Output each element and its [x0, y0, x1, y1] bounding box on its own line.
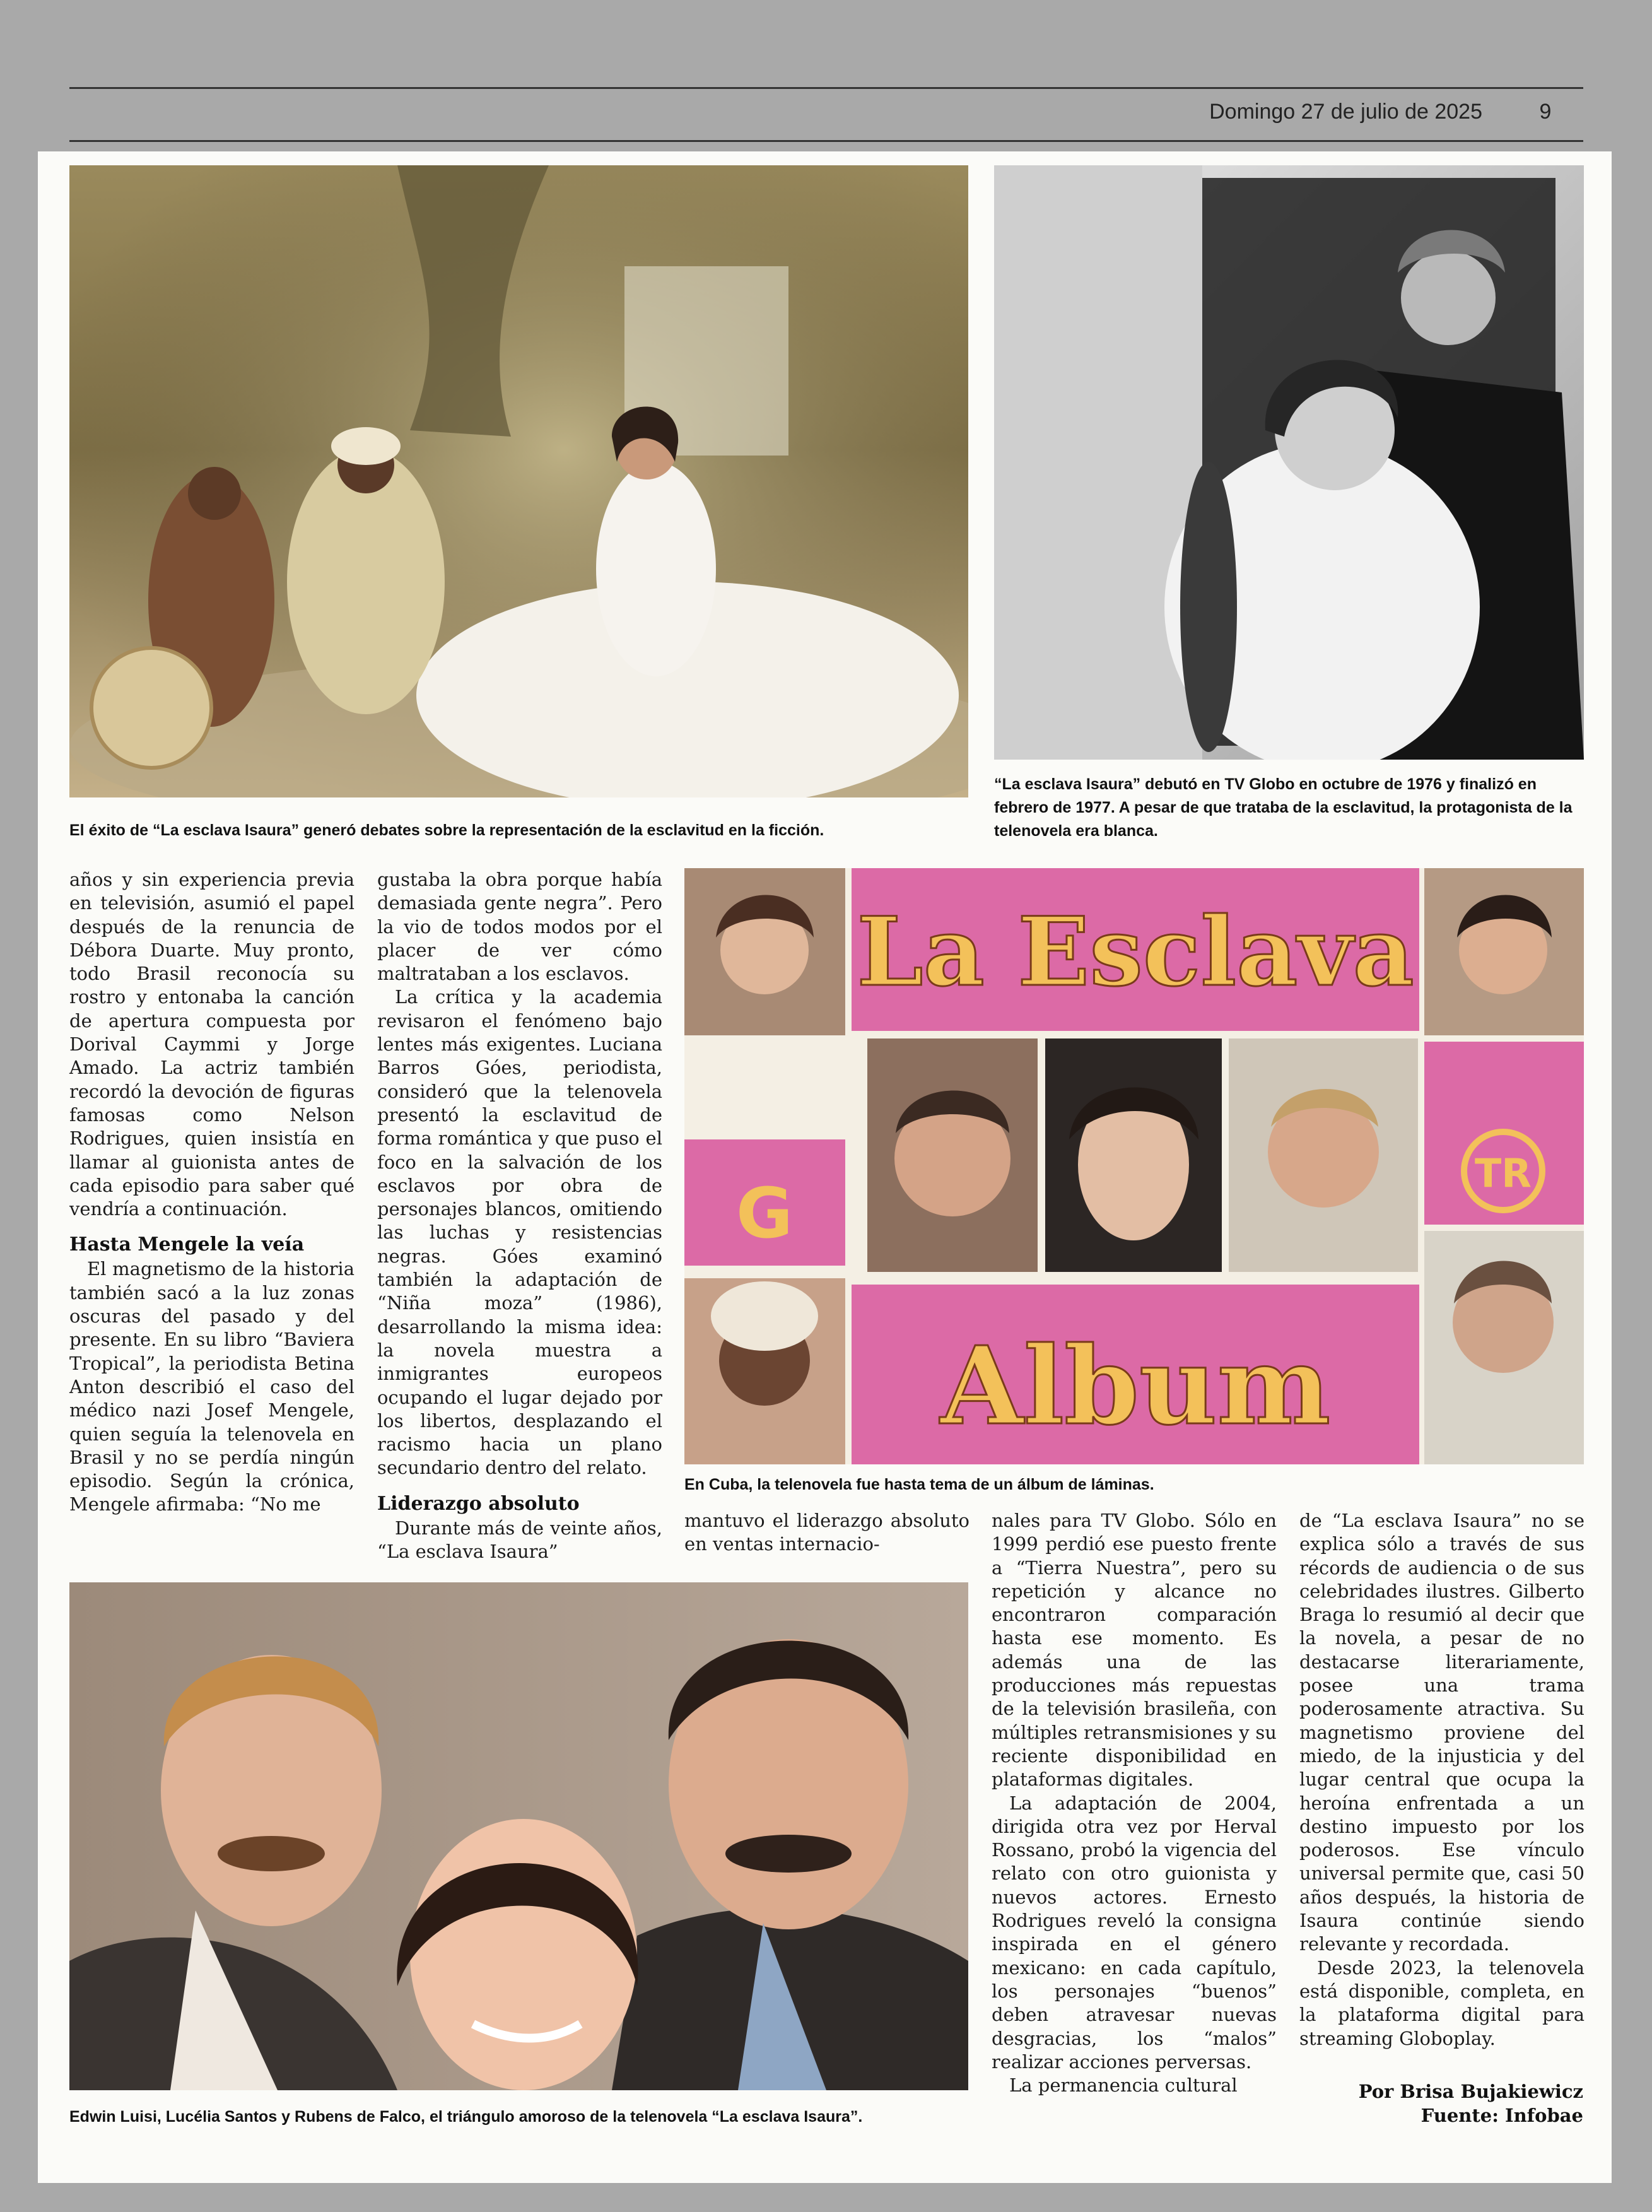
section-heading: Liderazgo absoluto: [377, 1492, 580, 1515]
article-paragraph: nales para TV Globo. Sólo en 1999 perdió ese puesto frente a “Tierra Nuestra”, pero su repetición y alcance no encontraron comparación hasta ese momento. Es además una de las producciones más repuestas de la televisión brasileña, con múltiples retransmisiones y su reciente disponibilidad en plataformas digitales.: [992, 1510, 1277, 1791]
bw-couple-photo: [994, 165, 1584, 760]
plantation-photo: [69, 165, 968, 797]
article-column-2: [377, 868, 662, 1563]
section-heading: Hasta Mengele la veía: [69, 1233, 305, 1256]
article-paragraph: de “La esclava Isaura” no se explica sólo a través de sus récords de audiencia o de sus celebridades ilustres. Gilberto Braga lo resumió al decir que la novela, a pesar de no destacarse literariamente, posee una trama poderosamente atractiva. Su magnetismo proviene del miedo, de la injusticia y del lugar central que ocupa la heroína enfrentada a un destino impuesto por los poderosos. Ese vínculo universal permite que, casi 50 años después, la historia de Isaura continúe siendo relevante y recordada.: [1299, 1510, 1585, 1955]
article-paragraph: gustaba la obra porque había demasiada gente negra”. Pero la vio de todos modos por el placer de ver cómo maltrataban a los esclavos.: [377, 869, 662, 985]
album-title-top: La Esclava: [857, 897, 1414, 1008]
header-top-rule: [69, 87, 1583, 89]
article-paragraph: Durante más de veinte años, “La esclava Isaura”: [377, 1517, 662, 1563]
article-byline: [1299, 2080, 1583, 2127]
trio-photo: [69, 1582, 968, 2090]
article-column-1: [69, 868, 354, 1517]
source-credit: Fuente: Infobae: [1421, 2105, 1583, 2126]
album-title-bottom: Album: [940, 1323, 1331, 1449]
article-paragraph: La adaptación de 2004, dirigida otra vez por Herval Rossano, probó la vigencia del relato con otro guionista y nuevos actores. Ernesto Rodrigues reveló la consigna inspirada en el género mexicano: en cada capítulo, los personajes “buenos” deben atravesar nuevas desgracias, los “malos” realizar acciones perversas.: [992, 1792, 1277, 2073]
author-name: Por Brisa Bujakiewicz: [1358, 2081, 1583, 2102]
page-header: [0, 0, 1652, 151]
article-paragraph: años y sin experiencia previa en televisión, asumió el papel después de la renuncia de Débora Duarte. Muy pronto, todo Brasil reconocía su rostro y entonaba la canción de apertura compuesta por Dorival Caymmi y Jorge Amado. La actriz también recordó la devoción de figuras famosas como Nelson Rodrigues, quien insistía en llamar al guionista antes de cada episodio para saber qué vendría a continuación.: [69, 869, 354, 1220]
album-badge-right: TR: [1474, 1150, 1532, 1196]
header-bottom-rule: [69, 140, 1583, 142]
article-paragraph: El magnetismo de la historia también sacó a la luz zonas oscuras del pasado y del presente. En su libro “Baviera Tropical”, la periodista Betina Anton describió el caso del médico nazi Josef Mengele, quien seguía la telenovela en Brasil y no se perdía ningún episodio. Según la crónica, Mengele afirmaba: “No me: [69, 1258, 354, 1515]
article-column-5: [1299, 1509, 1585, 2050]
issue-date: Domingo 27 de julio de 2025: [1209, 100, 1482, 124]
trio-photo-caption: Edwin Luisi, Lucélia Santos y Rubens de Falco, el triángulo amoroso de la telenovela “La esclava Isaura”.: [69, 2108, 863, 2126]
plantation-photo-caption: El éxito de “La esclava Isaura” generó debates sobre la representación de la esclavitud en la ficción.: [69, 821, 824, 839]
article-paragraph: Desde 2023, la telenovela está disponible, completa, en la plataforma digital para streaming Globoplay.: [1299, 1956, 1585, 2049]
article-column-4: [992, 1509, 1277, 2097]
article-paragraph: La crítica y la academia revisaron el fenómeno bajo lentes más exigentes. Luciana Barros Góes, periodista, consideró que la telenovela presentó la esclavitud de forma romántica y que puso el foco en la salvación de los esclavos por obra de personajes blancos, omitiendo las luchas y resistencias negras. Góes examinó también la adaptación de “Niña moza” (1986), desarrollando la misma idea: la novela muestra a inmigrantes europeos ocupando el lugar dejado por los libertos, desplazando el racismo hacia un plano secundario dentro del relato.: [377, 986, 662, 1479]
article-column-3: [684, 1509, 970, 1556]
bw-couple-photo-caption: “La esclava Isaura” debutó en TV Globo en octubre de 1976 y finalizó en febrero de 1977. A pesar de que trataba de la esclavitud, la protagonista de la telenovela era blanca.: [994, 775, 1573, 840]
article-paragraph: La permanencia cultural: [1009, 2074, 1238, 2097]
album-badge-left: G: [735, 1173, 794, 1254]
page-number: 9: [1539, 100, 1552, 124]
album-cover-photo: [684, 868, 1584, 1464]
article-paragraph: mantuvo el liderazgo absoluto en ventas internacio-: [684, 1510, 970, 1555]
album-photo-caption: En Cuba, la telenovela fue hasta tema de un álbum de láminas.: [684, 1476, 1154, 1493]
